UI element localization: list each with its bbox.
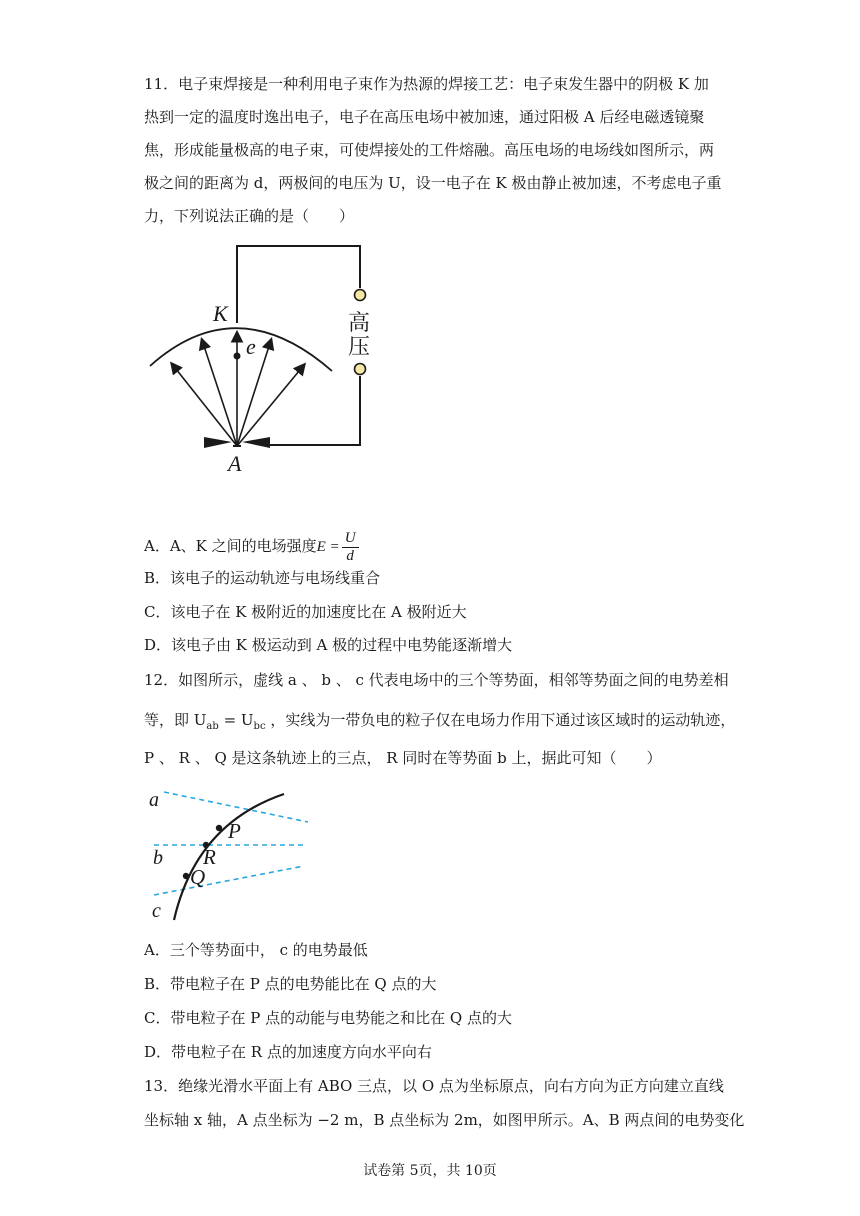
page-footer: 试卷第 5页，共 10页 [363,1163,497,1179]
label-A: A [228,451,242,476]
q12-line-2 [144,710,735,737]
q13-line-1: 13．绝缘光滑水平面上有 ABO 三点，以 O 点为坐标原点，向右方向为正方向建立直线 [144,1077,724,1095]
electron-beam-field-figure [140,238,390,478]
q11-option-a [144,528,359,565]
label-K: K [213,301,228,326]
q11-line-1: 11．电子束焊接是一种利用电子束作为热源的焊接工艺：电子束发生器中的阴极 K 加 [144,75,709,93]
q12-line-1: 12．如图所示，虚线 a 、 b 、 c 代表电场中的三个等势面，相邻等势面之间的电势差相 [144,671,729,689]
label-Q: Q [190,865,206,889]
q11-option-b: B．该电子的运动轨迹与电场线重合 [144,569,381,587]
label-voltage: 压 [348,335,371,360]
q11-option-d: D．该电子由 K 极运动到 A 极的过程中电势能逐渐增大 [144,636,513,654]
q12-option-b: B．带电粒子在 P 点的电势能比在 Q 点的大 [144,975,437,993]
q12-option-a: A．三个等势面中， c 的电势最低 [144,941,368,959]
q12-line-3: P 、 R 、 Q 是这条轨迹上的三点， R 同时在等势面 b 上，据此可知（ ） [144,749,662,767]
q12-line-2-part2: = U [218,711,254,729]
q11-line-2: 热到一定的温度时逸出电子，电子在高压电场中被加速，通过阳极 A 后经电磁透镜聚 [144,108,705,126]
q11-option-a-text: A．A、K 之间的电场强度 [144,537,317,555]
label-P: P [228,819,241,843]
q11-line-4: 极之间的距离为 d，两极间的电压为 U，设一电子在 K 极由静止被加速，不考虑电子重 [144,174,722,192]
subscript-bc: bc [253,721,266,732]
label-a: a [149,789,159,811]
q11-line-3: 焦，形成能量极高的电子束，可使焊接处的工件熔融。高压电场的电场线如图所示，两 [144,141,715,159]
label-c: c [152,900,161,922]
q11-option-c: C．该电子在 K 极附近的加速度比在 A 极附近大 [144,603,467,621]
q12-line-2-part1: 等，即 U [144,711,207,729]
fraction-numerator: U [342,530,359,548]
label-high: 高 [348,311,371,336]
label-e: e [246,334,256,359]
q12-option-d: D．带电粒子在 R 点的加速度方向水平向右 [144,1043,432,1061]
equipotential-figure [140,784,320,924]
label-b: b [153,847,163,869]
subscript-ab: ab [206,721,219,732]
q12-line-2-part3: ，实线为一带负电的粒子仅在电场力作用下通过该区域时的运动轨迹， [265,711,736,729]
q13-line-2: 坐标轴 x 轴，A 点坐标为 −2 m，B 点坐标为 2m，如图甲所示。A、B 两点间的电势变化 [144,1111,745,1129]
fraction-u-over-d [342,530,359,565]
fraction-denominator: d [346,547,354,564]
q12-option-c: C．带电粒子在 P 点的动能与电势能之和比在 Q 点的大 [144,1009,512,1027]
q11-line-5: 力，下列说法正确的是（ ） [144,207,355,225]
q11-option-a-e: E = [316,539,340,555]
label-R: R [203,845,216,869]
